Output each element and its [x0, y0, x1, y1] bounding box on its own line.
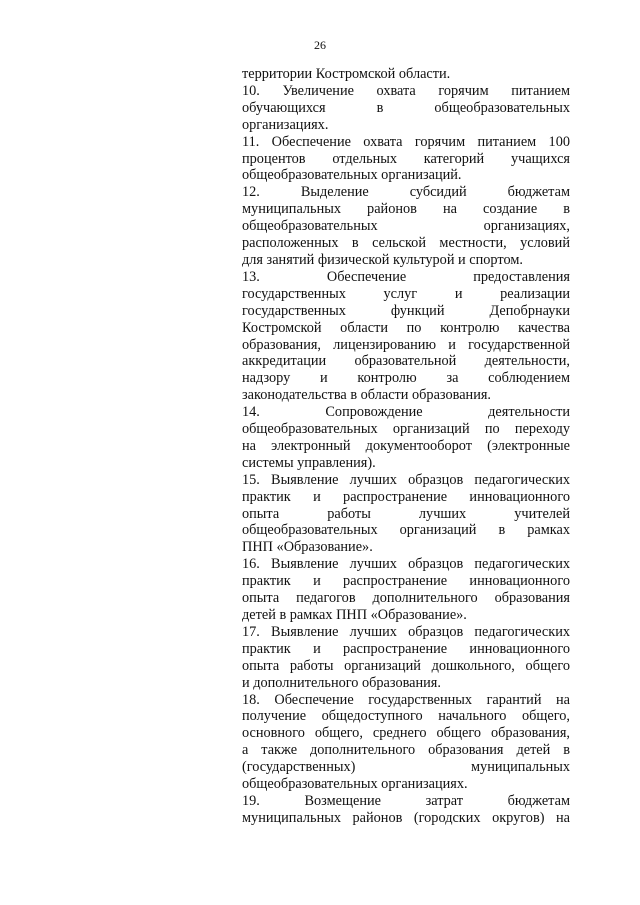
text-line: 15. Выявление лучших образцов педагогических [242, 471, 570, 488]
text-line: практик и распространение инновационного [242, 640, 570, 657]
text-line: ПНП «Образование». [242, 539, 373, 556]
text-line: общеобразовательных организациях, [242, 218, 570, 235]
text-line: 11. Обеспечение охвата горячим питанием 100 [242, 133, 570, 150]
text-line: опыта педагогов дополнительного образования [242, 590, 570, 607]
text-line: муниципальных районов на создание в [242, 201, 570, 218]
page-number: 26 [314, 38, 326, 52]
text-line: надзору и контролю за соблюдением [242, 370, 570, 387]
text-line: системы управления). [242, 454, 376, 471]
text-line: опыта работы организаций дошкольного, общего [242, 657, 570, 674]
text-line: обучающихся в общеобразовательных [242, 99, 570, 116]
text-line: основного общего, среднего общего образования, [242, 725, 570, 742]
text-line: (государственных) муниципальных [242, 759, 570, 776]
text-line: организациях. [242, 116, 329, 133]
text-line: муниципальных районов (городских округов) на [242, 809, 570, 826]
text-line: практик и распространение инновационного [242, 573, 570, 590]
text-line: Костромской области по контролю качества [242, 319, 570, 336]
text-line: 18. Обеспечение государственных гарантий на [242, 691, 570, 708]
text-line: детей в рамках ПНП «Образование». [242, 607, 467, 623]
text-line: процентов отдельных категорий учащихся [242, 150, 570, 167]
text-line: 13. Обеспечение предоставления [242, 268, 570, 285]
text-line: 19. Возмещение затрат бюджетам [242, 792, 570, 809]
text-line: 17. Выявление лучших образцов педагогических [242, 623, 570, 640]
text-line: расположенных в сельской местности, условий [242, 235, 570, 252]
text-line: 16. Выявление лучших образцов педагогических [242, 556, 570, 573]
text-line: опыта работы лучших учителей [242, 505, 570, 522]
text-line: общеобразовательных организаций в рамках [242, 522, 570, 539]
text-line: 10. Увеличение охвата горячим питанием [242, 82, 570, 99]
text-line: на электронный документооборот (электронные [242, 437, 570, 454]
text-line: государственных услуг и реализации [242, 285, 570, 302]
text-line: получение общедоступного начального общего, [242, 708, 570, 725]
document-body [242, 66, 570, 827]
text-line: государственных функций Депобрнауки [242, 302, 570, 319]
text-line: а также дополнительного образования детей в [242, 742, 570, 759]
text-line: практик и распространение инновационного [242, 488, 570, 505]
text-line: общеобразовательных организаций. [242, 167, 462, 184]
text-line: образования, лицензированию и государственной [242, 336, 570, 353]
text-line: территории Костромской области. [242, 66, 451, 82]
text-line: общеобразовательных организациях. [242, 776, 468, 793]
text-line: для занятий физической культурой и спортом. [242, 251, 523, 268]
text-line: 12. Выделение субсидий бюджетам [242, 184, 570, 201]
text-line: и дополнительного образования. [242, 674, 441, 691]
text-line: законодательства в области образования. [242, 387, 492, 404]
text-line: общеобразовательных организаций по переходу [242, 421, 570, 438]
text-line: 14. Сопровождение деятельности [242, 404, 570, 421]
text-line: аккредитации образовательной деятельности, [242, 353, 570, 370]
